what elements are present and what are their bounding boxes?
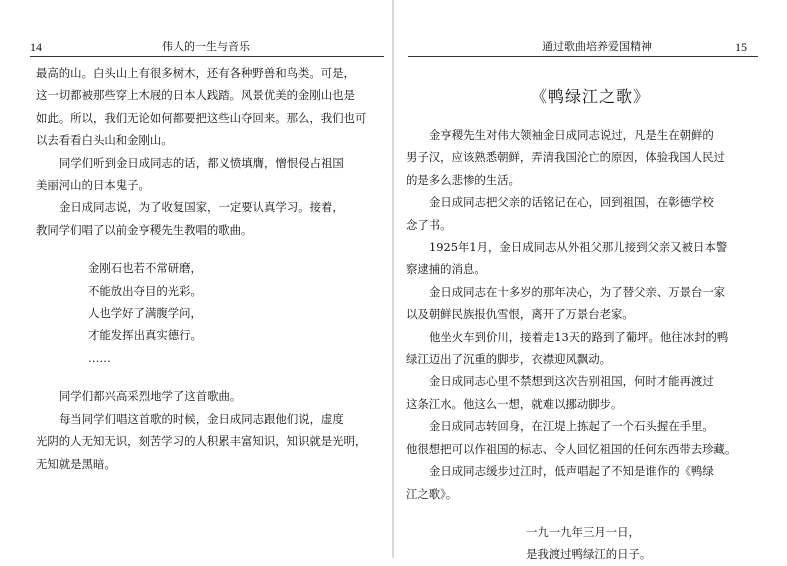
text-line: 念了书。 (406, 217, 452, 232)
text-line: 他很想把可以作祖国的标志、令人回忆祖国的任何东西带去珍藏。 (406, 441, 737, 456)
text-line: 金日成同志把父亲的话铭记在心，回到祖国，在彰德学校 (429, 195, 714, 210)
left-page (0, 0, 393, 558)
header-rule (30, 56, 384, 57)
text-line: 男子汉，应该熟悉朝鲜，弄清我国沦亡的原因，体验我国人民过 (406, 150, 725, 165)
page-number: 14 (30, 40, 42, 54)
text-line: 光阴的人无知无识，刻苦学习的人积累丰富知识，知识就是光明， (36, 434, 367, 449)
running-title: 伟人的一生与音乐 (162, 40, 250, 53)
text-line: 金日成同志转回身，在江堤上拣起了一个石头握在手里。 (429, 419, 714, 434)
text-line: 金日成同志说，为了收复国家，一定要认真学习。接着， (59, 200, 344, 215)
right-page (394, 0, 787, 562)
text-line: 金日成同志在十多岁的那年决心，为了替父亲、万景台一家 (429, 284, 726, 299)
text-line: 1925年1月，金日成同志从外祖父那儿接到父亲又被日本警 (429, 240, 728, 255)
text-line: 这一切都被那些穿上木屐的日本人践踏。风景优美的金刚山也是 (36, 88, 355, 103)
text-line: 教同学们唱了以前金亨稷先生教唱的歌曲。 (36, 222, 253, 237)
chapter-title: 《鸭绿江之歌》 (530, 87, 650, 106)
running-title: 通过歌曲培养爱国精神 (542, 40, 652, 53)
closing-line: 一九一九年三月一日， (526, 524, 640, 539)
text-line: 同学们听到金日成同志的话，都义愤填膺，憎恨侵占祖国 (59, 155, 344, 170)
text-line: 察逮捕的消息。 (406, 262, 486, 277)
text-line: 同学们都兴高采烈地学了这首歌曲。 (59, 389, 242, 404)
left-body (36, 62, 366, 475)
text-line: 金日成同志心里不禁想到这次告别祖国，何时才能再渡过 (429, 374, 714, 389)
poem-line: …… (88, 350, 111, 365)
header-rule (408, 56, 758, 57)
closing-line: 是我渡过鸭绿江的日子。 (526, 547, 652, 562)
text-line: 如此。所以，我们无论如何都要把这些山夺回来。那么，我们也可 (36, 110, 367, 125)
poem-line: 人也学好了满腹学问， (88, 306, 202, 321)
right-body (406, 124, 736, 566)
text-line: 无知就是黑暗。 (36, 456, 116, 471)
poem-line: 金刚石也若不常研磨， (88, 261, 202, 276)
text-line: 最高的山。白头山上有很多树木，还有各种野兽和鸟类。可是， (36, 66, 355, 80)
text-line: 美丽河山的日本鬼子。 (36, 178, 150, 193)
text-line: 的是多么悲惨的生活。 (406, 172, 520, 187)
text-line: 金亨稷先生对伟大领袖金日成同志说过，凡是生在朝鲜的 (429, 128, 714, 142)
text-line: 他坐火车到价川，接着走13天的路到了葡坪。他往冰封的鸭 (429, 329, 729, 344)
text-line: 这条江水。他这么一想，就难以挪动脚步。 (406, 396, 623, 411)
page-number: 15 (735, 40, 747, 54)
text-line: 以去看看白头山和金刚山。 (36, 133, 173, 148)
poem-line: 不能放出夺目的光彩。 (88, 283, 202, 298)
text-line: 绿江迈出了沉重的脚步，衣襟迎风飘动。 (406, 352, 612, 367)
poem-line: 才能发挥出真实德行。 (88, 328, 202, 343)
text-line: 江之歌》。 (406, 486, 458, 501)
text-line: 以及朝鲜民族报仇雪恨，离开了万景台老家。 (406, 307, 634, 322)
text-line: 每当同学们唱这首歌的时候，金日成同志跟他们说，虚度 (59, 411, 344, 426)
text-line: 金日成同志缓步过江时，低声唱起了不知是谁作的《鸭绿 (429, 464, 714, 479)
